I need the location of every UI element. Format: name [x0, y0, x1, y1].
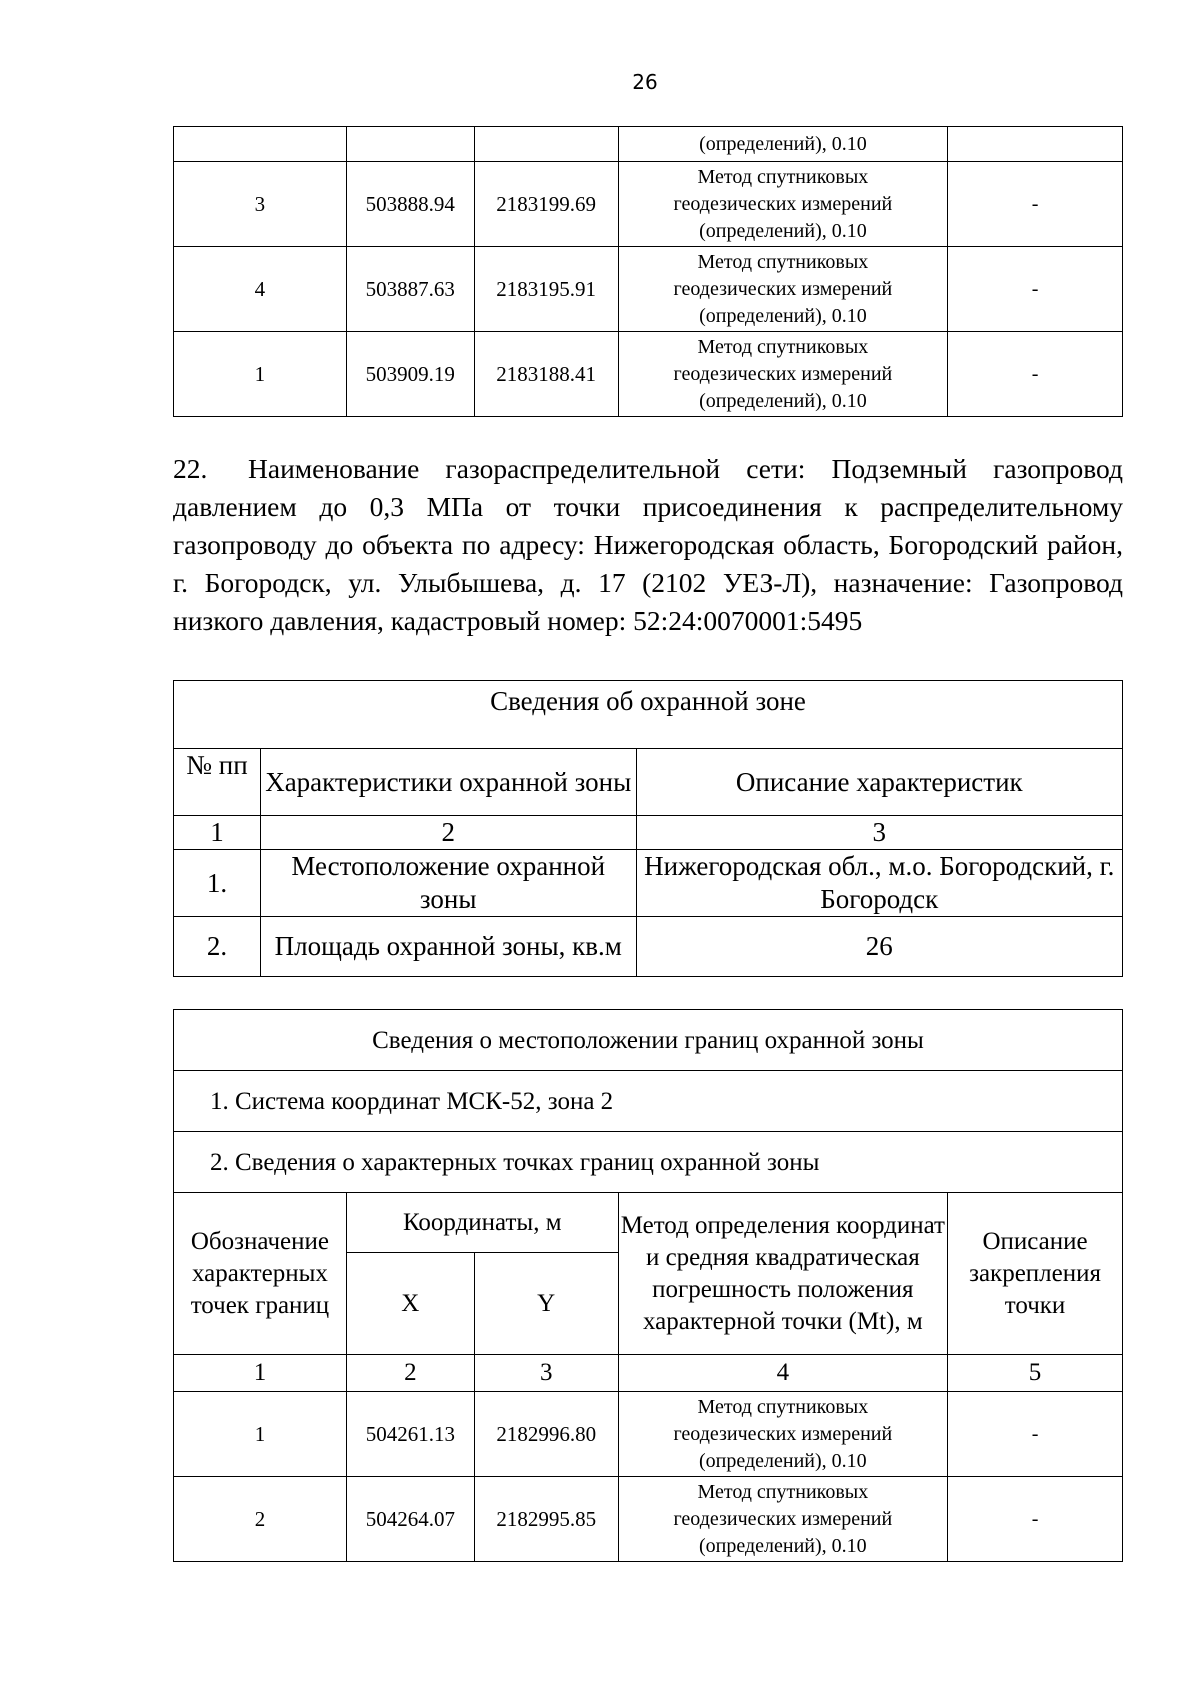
coord-y: 2183188.41	[474, 332, 618, 417]
fixing-desc	[948, 127, 1123, 162]
zone-boundaries-table	[173, 1009, 1123, 1562]
header-y: Y	[474, 1253, 618, 1355]
coord-y: 2183195.91	[474, 247, 618, 332]
col-index: 2	[346, 1355, 474, 1392]
boundaries-title: Сведения о местоположении границ охранной зоны	[174, 1010, 1123, 1071]
zone-info-table	[173, 680, 1123, 977]
row-char: Площадь охранной зоны, кв.м	[260, 917, 636, 977]
zone-table-title: Сведения об охранной зоне	[174, 681, 1123, 749]
coord-y	[474, 127, 618, 162]
method	[618, 162, 948, 247]
page-number: 26	[632, 70, 658, 94]
col-index: 1	[174, 1355, 347, 1392]
method-line: Метод спутниковых	[697, 250, 869, 273]
point-id: 2	[174, 1477, 347, 1562]
coord-x: 504261.13	[346, 1392, 474, 1477]
col-index: 2	[260, 816, 636, 850]
paragraph-number: 22.	[173, 453, 208, 484]
method	[618, 1392, 947, 1477]
method: (определений), 0.10	[618, 127, 948, 162]
method-line: (определений), 0.10	[699, 219, 867, 242]
coord-x: 503909.19	[346, 332, 474, 417]
coord-x	[346, 127, 474, 162]
method-line: геодезических измерений	[673, 362, 893, 385]
point-id: 4	[174, 247, 347, 332]
method-line: (определений), 0.10	[699, 389, 867, 412]
coord-x: 503888.94	[346, 162, 474, 247]
fixing-desc: -	[948, 162, 1123, 247]
coord-y: 2183199.69	[474, 162, 618, 247]
method	[618, 1477, 947, 1562]
point-id	[174, 127, 347, 162]
method-line: геодезических измерений	[673, 277, 893, 300]
method-line: (определений), 0.10	[699, 1449, 867, 1472]
table-row	[174, 127, 1123, 162]
method-line: Метод спутниковых	[697, 165, 869, 188]
header-fixing: Описание закрепления точки	[948, 1193, 1123, 1355]
col-index: 3	[636, 816, 1122, 850]
table-row	[174, 850, 1123, 917]
method-line: геодезических измерений	[673, 192, 893, 215]
table-row	[174, 1392, 1123, 1477]
method-line: геодезических измерений	[673, 1507, 893, 1530]
point-id: 1	[174, 1392, 347, 1477]
point-id: 3	[174, 162, 347, 247]
method	[618, 332, 948, 417]
header-points: Обозначение характерных точек границ	[174, 1193, 347, 1355]
coord-x: 503887.63	[346, 247, 474, 332]
table-row	[174, 332, 1123, 417]
fixing-desc: -	[948, 247, 1123, 332]
col-header-desc: Описание характеристик	[636, 749, 1122, 816]
method	[618, 247, 948, 332]
coordinate-system: 1. Система координат МСК-52, зона 2	[174, 1071, 1123, 1132]
col-header-char: Характеристики охранной зоны	[260, 749, 636, 816]
coord-y: 2182995.85	[474, 1477, 618, 1562]
network-paragraph	[173, 450, 1123, 640]
method-line: геодезических измерений	[673, 1422, 893, 1445]
fixing-desc: -	[948, 1392, 1123, 1477]
col-index: 3	[474, 1355, 618, 1392]
col-index: 1	[174, 816, 261, 850]
header-x: X	[346, 1253, 474, 1355]
fixing-desc: -	[948, 332, 1123, 417]
row-num: 2.	[174, 917, 261, 977]
row-char: Местоположение охранной зоны	[260, 850, 636, 917]
coord-x: 504264.07	[346, 1477, 474, 1562]
method-line: (определений), 0.10	[699, 304, 867, 327]
table-row	[174, 917, 1123, 977]
header-method: Метод определения координат и средняя квадратическая погрешность положения характерной точки (Mt), м	[618, 1193, 947, 1355]
table-row	[174, 162, 1123, 247]
point-id: 1	[174, 332, 347, 417]
col-header-num: № пп	[174, 749, 261, 816]
table-row	[174, 1477, 1123, 1562]
fixing-desc: -	[948, 1477, 1123, 1562]
table-row	[174, 247, 1123, 332]
paragraph-text: Наименование газораспределительной сети: Подземный газопровод давлением до 0,3 МПа от точки присоединения к распределительному газопроводу до объекта по адресу: Нижегородская область, Богородский район, г. Богородск, ул. Улыбышева, д. 17 (2102 УЕЗ-Л), назначение: Газопровод низкого давления, кадастровый номер: 52:24:0070001:5495	[173, 453, 1123, 636]
header-coords: Координаты, м	[346, 1193, 618, 1253]
method-line: Метод спутниковых	[697, 1395, 869, 1418]
row-desc: Нижегородская обл., м.о. Богородский, г. Богородск	[636, 850, 1122, 917]
col-index: 5	[948, 1355, 1123, 1392]
coord-y: 2182996.80	[474, 1392, 618, 1477]
row-desc: 26	[636, 917, 1122, 977]
points-caption: 2. Сведения о характерных точках границ охранной зоны	[174, 1132, 1123, 1193]
row-num: 1.	[174, 850, 261, 917]
method-line: (определений), 0.10	[699, 1534, 867, 1557]
col-index: 4	[618, 1355, 947, 1392]
method-line: Метод спутниковых	[697, 335, 869, 358]
method-line: Метод спутниковых	[697, 1480, 869, 1503]
coordinates-table-continued	[173, 126, 1123, 417]
